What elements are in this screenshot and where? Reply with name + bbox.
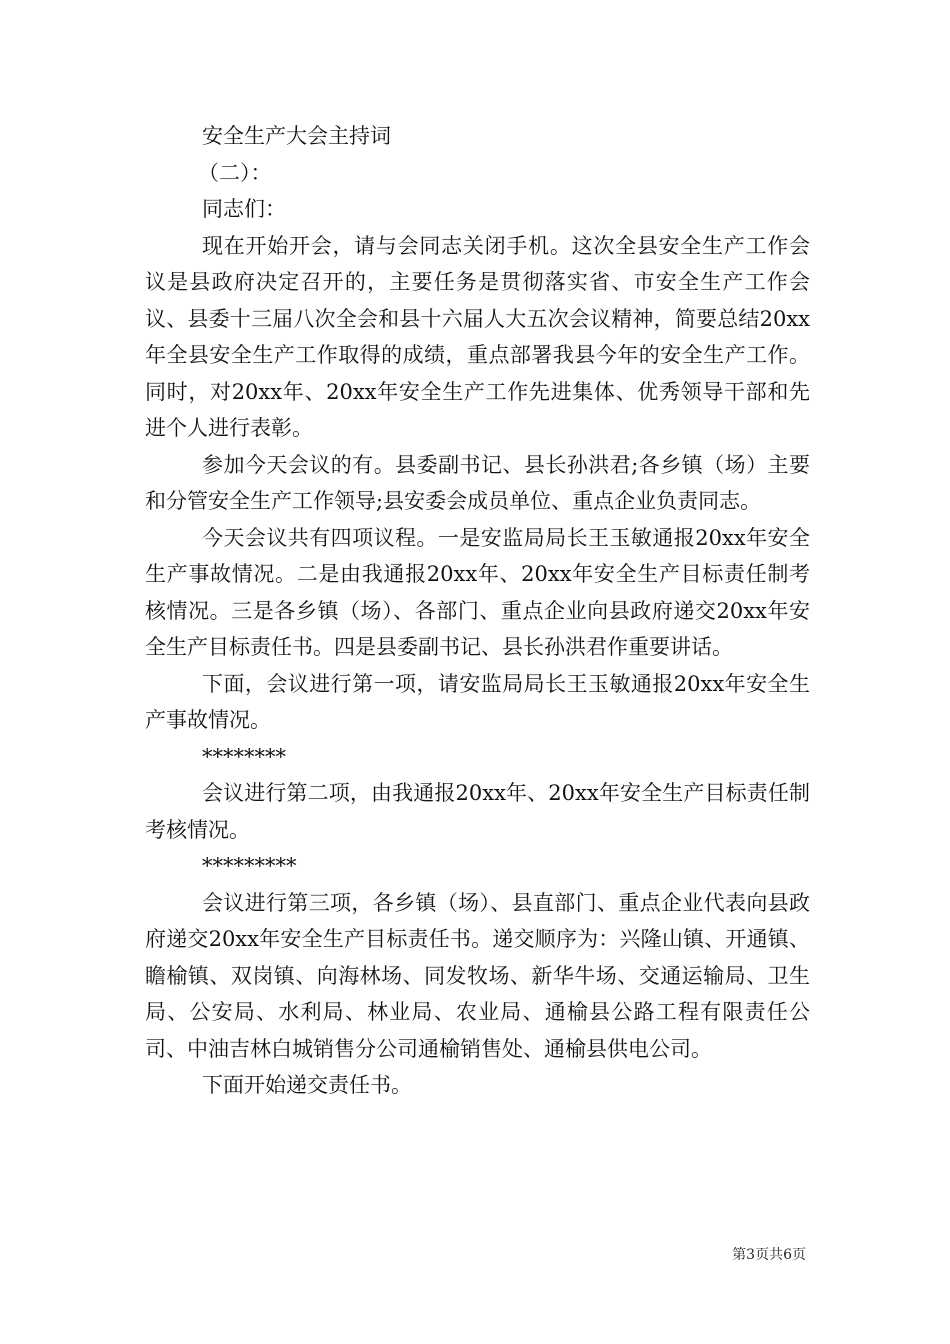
salutation: 同志们： — [202, 197, 286, 221]
separator-stars-1: ******** — [202, 744, 286, 769]
document-title: 安全生产大会主持词 — [202, 124, 391, 148]
paragraph-item-one: 下面，会议进行第一项，请安监局局长王玉敏通报20xx年安全生产事故情况。 — [145, 671, 810, 732]
separator-stars-2: ********* — [202, 854, 297, 878]
paragraph-item-two: 会议进行第二项，由我通报20xx年、20xx年安全生产目标责任制考核情况。 — [145, 781, 810, 842]
paragraph-closing: 下面开始递交责任书。 — [202, 1073, 412, 1097]
paragraph-agenda: 今天会议共有四项议程。一是安监局局长王玉敏通报20xx年安全生产事故情况。二是由我通报20xx年、20xx年安全生产目标责任制考核情况。三是各乡镇（场）、各部门、重点企业向县政府递交20xx年安全生产目标责任书。四是县委副书记、县长孙洪君作重要讲话。 — [145, 525, 810, 659]
page-number: 第3页共6页 — [732, 1247, 806, 1263]
paragraph-item-three: 会议进行第三项，各乡镇（场）、县直部门、重点企业代表向县政府递交20xx年安全生产目标责任书。递交顺序为：兴隆山镇、开通镇、瞻榆镇、双岗镇、向海林场、同发牧场、新华牛场、交通运输局、卫生局、公安局、水利局、林业局、农业局、通榆县公路工程有限责任公司、中油吉林白城销售分公司通榆销售处、通榆县供电公司。 — [145, 890, 810, 1061]
paragraph-opening: 现在开始开会，请与会同志关闭手机。这次全县安全生产工作会议是县政府决定召开的，主要任务是贯彻落实省、市安全生产工作会议、县委十三届八次全会和县十六届人大五次会议精神，简要总结20xx年全县安全生产工作取得的成绩，重点部署我县今年的安全生产工作。同时，对20xx年、20xx年安全生产工作先进集体、优秀领导干部和先进个人进行表彰。 — [145, 233, 810, 440]
document-body — [145, 118, 810, 1104]
paragraph-attendees: 参加今天会议的有。县委副书记、县长孙洪君;各乡镇（场）主要和分管安全生产工作领导;县安委会成员单位、重点企业负责同志。 — [145, 452, 810, 513]
document-subtitle: （二）： — [198, 160, 272, 185]
